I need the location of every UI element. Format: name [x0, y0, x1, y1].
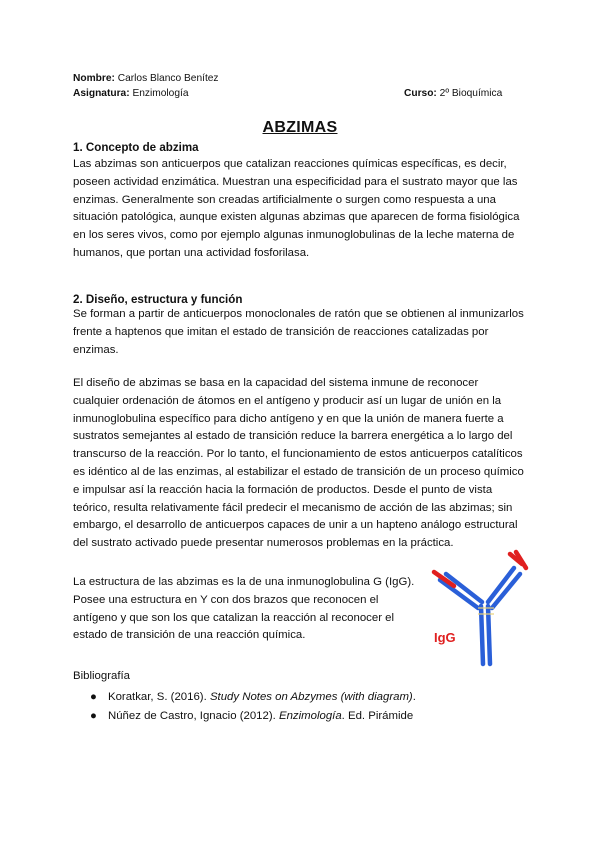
reference-title: Enzimología — [278, 710, 342, 722]
reference-title: Study Notes on Abzymes (with diagram) — [209, 691, 413, 703]
bullet-icon: ● — [90, 710, 97, 722]
course-label: Curso: — [404, 88, 437, 99]
subject-value: Enzimología — [132, 88, 189, 99]
section-2-paragraph-3: La estructura de las abzimas es la de una inmunoglobulina G (IgG). Posee una estructura en Y con dos brazos que reconocen el antígeno y que son los que catalizan la reacción al reconocer el estado de transición de una reacción química. — [73, 576, 415, 642]
subject-line — [73, 88, 189, 99]
reference-text: Núñez de Castro, Ignacio (2012). — [108, 710, 279, 722]
bibliography-item — [90, 688, 416, 707]
name-label: Nombre: — [73, 73, 115, 84]
document-title: ABZIMAS — [262, 119, 338, 136]
reference-text: Koratkar, S. (2016). — [108, 691, 210, 703]
course-line — [404, 88, 502, 99]
bibliography-heading: Bibliografía — [73, 670, 130, 682]
igg-antibody-figure — [430, 546, 530, 668]
igg-label: IgG — [434, 630, 456, 645]
reference-tail: . Ed. Pirámide — [341, 710, 414, 722]
section-2-paragraph-2: El diseño de abzimas se basa en la capacidad del sistema inmune de reconocer cualquier ordenación de átomos en el antígeno y producir así un lugar de unión en la inmunoglobulina específico para dicho antígeno y en que la unión de manera fuerte a sustratos semejantes al estado de transición reduce la barrera energética a lo largo del transcurso de la reacción. Por lo tanto, el funcionamiento de estos anticuerpos catalíticos es idéntico al de las enzimas, al estabilizar el estado de transición de un proceso químico e impulsar así la reacción hacia la formación de productos. Desde el punto de vista teórico, resulta relativamente fácil predecir el mecanismo de acción de las abzimas; sin embargo, el desarrollo de anticuerpos capaces de unir a un hapteno análogo estructural del sustrato activado puede presentar numerosos problemas en la práctica. — [73, 377, 524, 550]
bibliography-list — [90, 688, 416, 726]
section-1-paragraph: Las abzimas son anticuerpos que catalizan reacciones químicas específicas, es decir, poseen actividad enzimática. Muestran una especificidad para el sustrato mayor que las enzimas. Generalmente son creadas artificialmente o surgen como respuesta a una situación patológica, aunque existen algunas abzimas que aparecen de forma fisiológica en los seres vivos, como por ejemplo algunas inmunoglobulinas de la leche materna de humanos, que portan una actividad fosforilasa. — [73, 158, 520, 259]
section-2-heading: 2. Diseño, estructura y función — [73, 293, 243, 306]
bullet-icon: ● — [90, 691, 97, 703]
subject-label: Asignatura: — [73, 88, 130, 99]
course-value: 2º Bioquímica — [439, 88, 503, 99]
section-1-heading: 1. Concepto de abzima — [73, 141, 199, 154]
reference-tail: . — [412, 691, 416, 703]
author-line — [73, 73, 219, 84]
name-value: Carlos Blanco Benítez — [117, 73, 219, 84]
section-2-paragraph-1: Se forman a partir de anticuerpos monoclonales de ratón que se obtienen al inmunizarlos frente a haptenos que imitan el estado de transición de reacciones catalizadas por enzimas. — [73, 308, 524, 356]
bibliography-item — [90, 707, 416, 726]
